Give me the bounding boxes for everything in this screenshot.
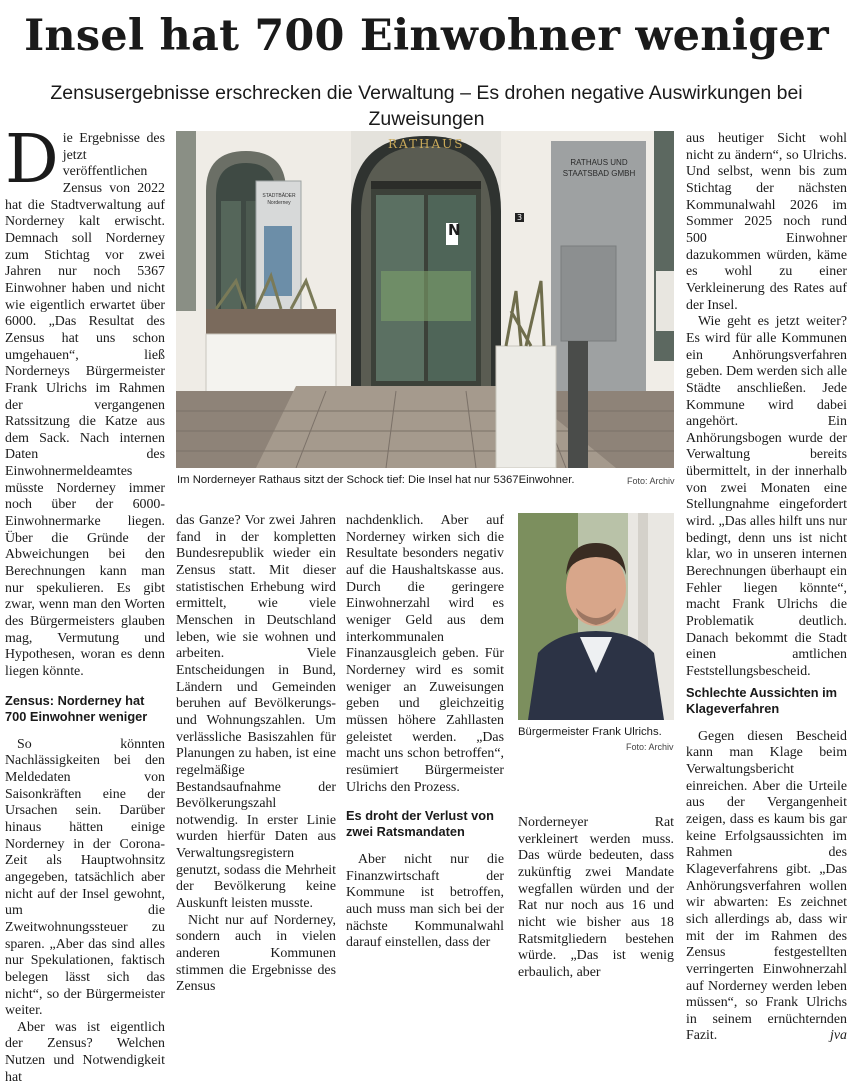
wall-number: 3 (517, 213, 523, 222)
paragraph: Gegen diesen Bescheid kann man Klage beim Verwaltungsbericht einreichen. Aber die Urteile aus der Vergangenheit zeigen, dass es kaum bis gar keine Erfolgsaussichten im Rahmen des Klageverfahrens gibt. „Das Anhörungsverfahren wollen wir abwarten: Es zeichnet sich allerdings ab, dass wir mit der im Rahmen des Zensus festgestellten verringerten Einwohnerzahl auf Norderney werden leben müssen“, so Frank Ulrichs in seinem ernüchternden Fazit. jva (686, 728, 847, 1044)
paragraph: Nicht nur auf Norderney, sondern auch in vielen anderen Kommunen stimmen die Ergebnisse des Zensus (176, 912, 336, 995)
sign-left-label: STADTBÄDER Norderney (262, 193, 296, 206)
subheadline: Zensusergebnisse erschrecken die Verwaltung – Es drohen negative Auswirkungen bei Zuweisungen (50, 82, 803, 130)
portrait-credit: Foto: Archiv (626, 742, 674, 752)
paragraph: aus heutiger Sicht wohl nicht zu ändern“, so Ulrichs. Und selbst, wenn bis zum Stichtag der nächsten Kommunalwahl 2026 im Sommer 2025 noch rund 500 Einwohner dazukommen würden, käme es wohl zu einer Verkleinerung des Rates auf der Insel. (686, 131, 847, 313)
column-4 (518, 815, 674, 982)
column-1 (5, 120, 165, 1086)
column-5 (686, 131, 847, 1045)
rathaus-photo-image (176, 131, 674, 468)
main-photo-caption: Im Norderneyer Rathaus sitzt der Schock tief: Die Insel hat nur 5367Einwohner. (177, 474, 575, 486)
door-letter: N (448, 221, 461, 239)
section-heading-1: Zensus: Norderney hat 700 Einwohner weniger (5, 692, 148, 724)
paragraph: So könnten Nachlässigkeiten bei den Meldedaten von Saisonkräften eine der Ursachen sein. Darüber hinaus hätten einige Norderney in der Corona-Zeit als Hauptwohnsitz angegeben, tatsächlich aber nicht auf der Insel gewohnt, um die Zweitwohnungssteuer zu sparen. „Aber das sind alles nur Spekulationen, faktisch belegen lässt sich das nicht“, so der Bürgermeister weiter. (5, 736, 165, 1019)
main-photo-credit: Foto: Archiv (627, 476, 675, 486)
paragraph: Aber was ist eigentlich der Zensus? Welchen Nutzen und Notwendigkeit hat (5, 1019, 165, 1085)
column-2 (176, 513, 336, 996)
section-heading-3: Schlechte Aussichten im Klageverfahren (686, 684, 838, 716)
sign-rathaus-label: RATHAUS (388, 137, 465, 151)
paragraph: das Ganze? Vor zwei Jahren fand in der kompletten Bundesrepublik wieder ein Zensus statt. Mit dieser statistischen Erhebung wird ermittelt, wie viele Menschen in Deutschland leben, wie sie wohnen und arbeiten. Viele Entscheidungen in Bund, Ländern und Gemeinden beruhen auf Bevölkerungs- und Wohnungszahlen. Um verlässliche Basiszahlen für Planungen zu haben, ist eine regelmäßige Bestandsaufnahme der Bevölkerungszahl notwendig. In erster Linie wurden hierfür Daten aus Verwaltungsregistern genutzt, sodass die Mehrheit der Bevölkerung keine Auskunft leisten musste. (176, 513, 336, 912)
paragraph: nachdenklich. Aber auf Norderney wirken sich die Resultate besonders negativ auf die Haushaltskasse aus. Durch die geringere Einwohnerzahl wird es weniger Geld aus dem interkommunalen Finanzausgleich geben. Für Norderney wird es somit weniger an Zuweisungen geben und gleichzeitig müssen höhere Zahllasten geleistet werden. „Das macht uns schon betroffen“, resümiert Bürgermeister Ulrichs den Prozess. (346, 513, 504, 795)
mayor-portrait-image (518, 513, 674, 720)
intro-paragraph: Die Ergebnisse des jetzt veröffentlichen Zensus von 2022 hat die Stadtverwaltung auf Norderney kalt erwischt. Demnach soll Norderney zum Stichtag vor zwei Jahren nur noch 5367 Einwohner haben und nicht wie eigentlich erwartet über 6000. „Das Resultat des Zensus hat uns schon umgehauen“, ließ Norderneys Bürgermeister Frank Ulrichs im Rahmen der vergangenen Ratssitzung die Katze aus dem Sack. Nach internen Daten des Einwohnermeldeamtes müsste Norderney immer noch über der 6000-Einwohnermarke liegen. Über die Gründe der Abweichungen bei den Berechnungen kann man nur spekulieren. Es gibt zwar, wenn man den Worten des Bürgermeisters glauben mag, Vermutung und Hypothesen, woran es denn liegen könnte. (5, 120, 165, 679)
portrait-photo (518, 513, 674, 720)
paragraph: Wie geht es jetzt weiter? Es wird für alle Kommunen ein Anhörungsverfahren geben. Dem werden sich alle Städte anschließen. Jede Kommune wird dabei angehört. Ein Anhörungsbogen wurde der Verwaltung bereits übermittelt, in der innerhalb von zwei Monaten eine Stellungnahme eingefordert wird. „Das alles hilft uns nur bedingt, denn uns ist nicht klar, wo in unseren internen Berechnungen überhaupt ein Fehler liegen könnte“, macht Frank Ulrichs die Problematik deutlich. Danach bekommt die Stadt einen amtlichen Feststellungsbescheid. (686, 314, 847, 679)
portrait-caption: Bürgermeister Frank Ulrichs. (518, 726, 662, 738)
headline: Insel hat 700 Einwohner weniger (24, 11, 829, 61)
sign-right-label: RATHAUS UND STAATSBAD GMBH (562, 158, 636, 178)
paragraph: Norderneyer Rat verkleinert werden muss. Das würde bedeuten, dass zukünftig zwei Mandate wegfallen würden und der Rat nur noch aus 16 und nicht wie bisher aus 18 Ratsmitgliedern bestehen würde. „Das ist wenig erbaulich, aber (518, 815, 674, 980)
column-3 (346, 513, 504, 952)
author-initials: jva (830, 1028, 847, 1044)
drop-cap: D (5, 120, 59, 198)
section-heading-2: Es droht der Verlust von zwei Ratsmandaten (346, 808, 494, 840)
paragraph: Aber nicht nur die Finanzwirtschaft der Kommune ist betroffen, auch muss man sich bei der nächste Kommunalwahl darauf einstellen, dass der (346, 852, 504, 951)
main-photo (176, 131, 674, 468)
